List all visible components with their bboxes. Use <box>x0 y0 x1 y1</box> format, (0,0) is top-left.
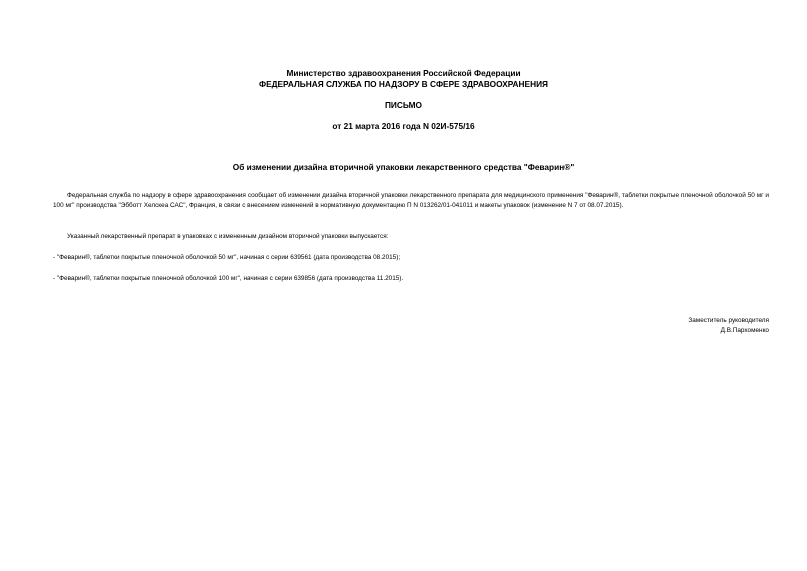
intro-paragraph: Указанный лекарственный препарат в упаковках с измененным дизайном вторичной упаковки выпускается: <box>67 233 389 240</box>
service-name: ФЕДЕРАЛЬНАЯ СЛУЖБА ПО НАДЗОРУ В СФЕРЕ ЗДРАВООХРАНЕНИЯ <box>259 79 548 89</box>
document-type: ПИСЬМО <box>384 100 423 110</box>
document-subject: Об изменении дизайна вторичной упаковки лекарственного средства "Феварин®" <box>232 162 575 172</box>
ministry-name: Министерство здравоохранения Российской Федерации <box>286 68 521 78</box>
list-item: - "Феварин®, таблетки покрытые пленочной оболочкой 100 мг", начиная с серии 639856 (дата производства 11.2015). <box>53 275 404 282</box>
main-paragraph: Федеральная служба по надзору в сфере здравоохранения сообщает об изменении дизайна вторичной упаковки лекарственного препарата для медицинского применения "Феварин®, таблетки покрытые пленочной оболочкой 50 мг и 100 мг" производства "Эбботт Хелскеа САС", Франция, в связи с внесением изменений в нормативную документацию П N 013262/01-041011 и макеты упаковок (изменение N 7 от 08.07.2015). <box>53 192 769 210</box>
document-date-number: от 21 марта 2016 года N 02И-575/16 <box>332 121 475 131</box>
list-item: - "Феварин®, таблетки покрытые пленочной оболочкой 50 мг", начиная с серии 639561 (дата производства 08.2015); <box>53 254 401 261</box>
signatory-position: Заместитель руководителя <box>688 317 769 324</box>
signatory-name: Д.В.Пархоменко <box>720 327 769 334</box>
